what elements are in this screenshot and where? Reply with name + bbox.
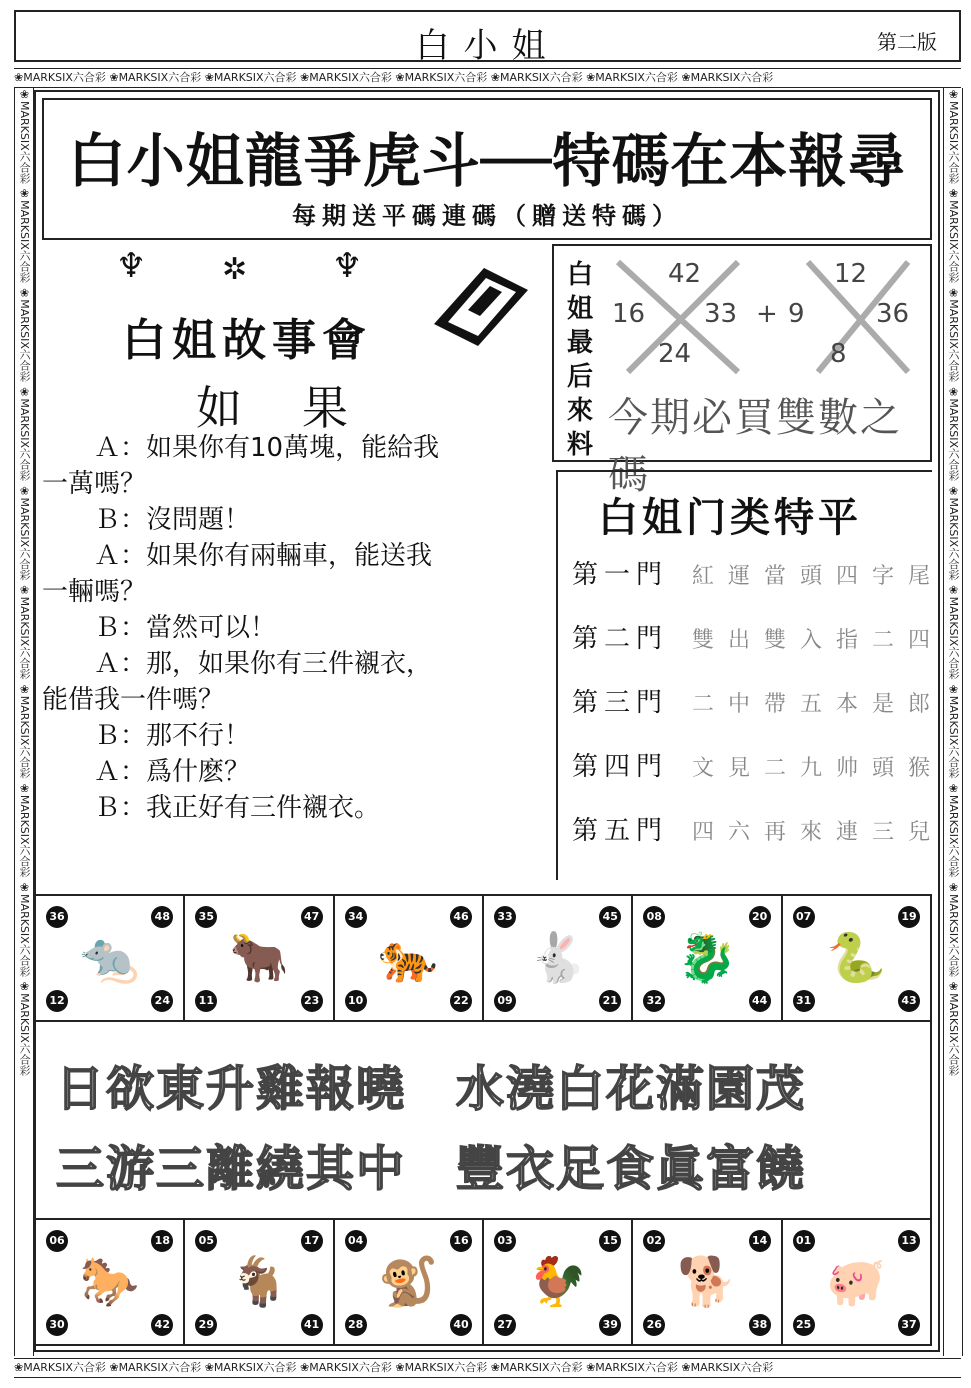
- dragon-icon: 🐉: [677, 930, 737, 986]
- zodiac-number: 22: [450, 990, 472, 1012]
- dialog-line: Ａ：如果你有兩輛車，能送我: [42, 541, 433, 571]
- zodiac-cell: [36, 1220, 185, 1344]
- zodiac-number: 44: [749, 990, 771, 1012]
- tip-vertical-label: [564, 258, 596, 462]
- gate-label: 第一門: [572, 560, 669, 590]
- gates-title: 白姐门类特平: [598, 495, 862, 541]
- zodiac-number: 10: [345, 990, 367, 1012]
- zodiac-number: 23: [301, 990, 323, 1012]
- tip-number: 36: [876, 299, 910, 329]
- tip-vertical-char: 來: [566, 396, 593, 426]
- zodiac-number: 28: [345, 1314, 367, 1336]
- dialog-line: Ｂ：那不行！: [42, 721, 251, 751]
- gate-row: [572, 618, 945, 658]
- tip-number: 12: [834, 259, 868, 289]
- rabbit-icon: 🐇: [527, 930, 588, 986]
- tip-vertical-char: 姐: [566, 294, 593, 324]
- snake-icon: 🐍: [826, 930, 887, 986]
- zodiac-number: 11: [195, 990, 217, 1012]
- tip-number: 8: [830, 339, 847, 369]
- zodiac-number: 18: [151, 1230, 173, 1252]
- dialog-line: Ｂ：我正好有三件襯衣。: [42, 793, 381, 823]
- zodiac-number: 43: [898, 990, 920, 1012]
- tip-number: 16: [612, 299, 646, 329]
- gate-row: [572, 746, 945, 786]
- zodiac-number: 41: [301, 1314, 323, 1336]
- tip-box: [552, 244, 932, 498]
- dialog-line: 一輛嗎？: [42, 577, 147, 607]
- zodiac-number: 29: [195, 1314, 217, 1336]
- dialog-line: Ｂ：沒問題！: [42, 505, 251, 535]
- zodiac-number: 32: [643, 990, 665, 1012]
- zodiac-cell: [335, 1220, 484, 1344]
- zodiac-cell: [185, 896, 334, 1020]
- zodiac-number: 37: [898, 1314, 920, 1336]
- zodiac-row-bottom: [34, 1218, 932, 1346]
- zodiac-number: 39: [599, 1314, 621, 1336]
- gate-text: 文見二九帅頭猴: [692, 756, 945, 781]
- zodiac-cell: [335, 896, 484, 1020]
- headline-subtitle: 每期送平碼連碼（贈送特碼）: [292, 202, 682, 230]
- border-strip-left: ❀MARKSIX六合彩 ❀MARKSIX六合彩 ❀MARKSIX六合彩 ❀MARKSIX六合彩 ❀MARKSIX六合彩 ❀MARKSIX六合彩 ❀MARKSIX六合彩 ❀MARKSIX六合彩 ❀MARKSIX六合彩 ❀MARKSIX六合彩: [14, 88, 34, 1356]
- story-panel: [42, 244, 544, 884]
- poem-line: 三游三離繞其中 豐衣足食眞富饒: [56, 1141, 807, 1197]
- zodiac-cell: [783, 896, 930, 1020]
- zodiac-number: 13: [898, 1230, 920, 1252]
- zodiac-number: 07: [793, 906, 815, 928]
- zodiac-number: 08: [643, 906, 665, 928]
- zodiac-number: 42: [151, 1314, 173, 1336]
- zodiac-cell: [36, 896, 185, 1020]
- tiger-icon: 🐅: [378, 930, 439, 986]
- zodiac-number: 40: [450, 1314, 472, 1336]
- story-subtitle: 如果: [196, 381, 408, 435]
- story-title: 白姐故事會: [122, 315, 372, 366]
- zodiac-number: 06: [46, 1230, 68, 1252]
- zodiac-number: 27: [494, 1314, 516, 1336]
- horse-icon: 🐎: [79, 1254, 140, 1310]
- zodiac-number: 24: [151, 990, 173, 1012]
- poem-line: 日欲東升雞報曉 水澆白花滿園茂: [56, 1061, 807, 1117]
- tip-number: 9: [788, 299, 805, 329]
- story-dialog: [42, 430, 542, 826]
- zodiac-number: 12: [46, 990, 68, 1012]
- masthead: [14, 10, 961, 66]
- gate-label: 第四門: [572, 752, 669, 782]
- monkey-icon: 🐒: [378, 1254, 439, 1310]
- zodiac-number: 47: [301, 906, 323, 928]
- dialog-line: 能借我一件嗎？: [42, 685, 225, 715]
- gate-label: 第五門: [572, 816, 669, 846]
- zodiac-number: 35: [195, 906, 217, 928]
- zodiac-number: 45: [599, 906, 621, 928]
- zodiac-number: 21: [599, 990, 621, 1012]
- gate-row: [572, 554, 945, 594]
- zodiac-number: 03: [494, 1230, 516, 1252]
- border-strip-right: ❀MARKSIX六合彩 ❀MARKSIX六合彩 ❀MARKSIX六合彩 ❀MARKSIX六合彩 ❀MARKSIX六合彩 ❀MARKSIX六合彩 ❀MARKSIX六合彩 ❀MARKSIX六合彩 ❀MARKSIX六合彩 ❀MARKSIX六合彩: [943, 88, 963, 1356]
- tip-number: 42: [668, 259, 702, 289]
- ox-icon: 🐂: [229, 930, 289, 986]
- zodiac-number: 04: [345, 1230, 367, 1252]
- pig-icon: 🐖: [826, 1254, 887, 1310]
- rat-icon: 🐀: [79, 930, 140, 986]
- border-strip-bottom: ❀MARKSIX六合彩 ❀MARKSIX六合彩 ❀MARKSIX六合彩 ❀MARKSIX六合彩 ❀MARKSIX六合彩 ❀MARKSIX六合彩 ❀MARKSIX六合彩 ❀MARKSIX六合彩: [14, 1358, 961, 1378]
- tip-vertical-char: 料: [566, 430, 593, 460]
- zodiac-number: 26: [643, 1314, 665, 1336]
- book-icon: [428, 264, 532, 348]
- zodiac-cell: [484, 1220, 633, 1344]
- headline-box: [42, 98, 932, 240]
- zodiac-row-top: [34, 894, 932, 1022]
- gates-box: [556, 470, 945, 880]
- zodiac-number: 25: [793, 1314, 815, 1336]
- goat-icon: 🐐: [229, 1254, 289, 1310]
- border-strip-top: ❀MARKSIX六合彩 ❀MARKSIX六合彩 ❀MARKSIX六合彩 ❀MARKSIX六合彩 ❀MARKSIX六合彩 ❀MARKSIX六合彩 ❀MARKSIX六合彩 ❀MARKSIX六合彩: [14, 68, 961, 88]
- zodiac-number: 34: [345, 906, 367, 928]
- zodiac-number: 09: [494, 990, 516, 1012]
- gate-text: 二中帶五本是郎: [692, 692, 945, 717]
- tip-vertical-char: 后: [566, 362, 593, 392]
- zodiac-cell: [633, 896, 782, 1020]
- zodiac-number: 15: [599, 1230, 621, 1252]
- zodiac-number: 01: [793, 1230, 815, 1252]
- dialog-line: Ａ：如果你有10萬塊，能給我: [42, 433, 440, 463]
- zodiac-number: 31: [793, 990, 815, 1012]
- zodiac-cell: [633, 1220, 782, 1344]
- zodiac-number: 14: [749, 1230, 771, 1252]
- tip-number: 33: [704, 299, 738, 329]
- zodiac-number: 05: [195, 1230, 217, 1252]
- tip-number: 24: [658, 339, 692, 369]
- zodiac-number: 36: [46, 906, 68, 928]
- zodiac-number: 17: [301, 1230, 323, 1252]
- flower-icon: ✲: [222, 252, 248, 287]
- zodiac-cell: [484, 896, 633, 1020]
- tip-main-text: 今期必買雙數之碼: [608, 395, 902, 498]
- zodiac-number: 16: [450, 1230, 472, 1252]
- tip-number: +: [756, 299, 778, 329]
- gate-label: 第三門: [572, 688, 669, 718]
- zodiac-number: 30: [46, 1314, 68, 1336]
- tulip-icon: ♆: [332, 246, 363, 286]
- zodiac-cell: [783, 1220, 930, 1344]
- masthead-title: 白小姐: [415, 26, 560, 66]
- headline-title: 白小姐龍爭虎斗──特碼在本報尋: [67, 127, 907, 195]
- zodiac-number: 02: [643, 1230, 665, 1252]
- gate-row: [572, 810, 945, 850]
- zodiac-number: 38: [749, 1314, 771, 1336]
- tip-vertical-char: 白: [566, 260, 593, 290]
- tip-number-sketch: [608, 252, 928, 382]
- gate-label: 第二門: [572, 624, 669, 654]
- dialog-line: Ｂ：當然可以！: [42, 613, 277, 643]
- gate-row: [572, 682, 945, 722]
- poem-box: [34, 1022, 932, 1218]
- rooster-icon: 🐓: [527, 1254, 588, 1310]
- zodiac-number: 48: [151, 906, 173, 928]
- tulip-icon: ♆: [116, 246, 147, 286]
- zodiac-number: 20: [749, 906, 771, 928]
- dialog-line: Ａ：爲什麽？: [42, 757, 251, 787]
- gate-text: 雙出雙入指二四: [692, 628, 945, 653]
- edition-label: 第二版: [877, 30, 937, 54]
- dog-icon: 🐕: [677, 1254, 737, 1310]
- zodiac-cell: [185, 1220, 334, 1344]
- gate-text: 紅運當頭四字尾: [692, 564, 945, 589]
- zodiac-number: 19: [898, 906, 920, 928]
- tip-vertical-char: 最: [566, 328, 593, 358]
- dialog-line: 一萬嗎？: [42, 469, 147, 499]
- gate-text: 四六再來連三兒: [692, 820, 945, 845]
- zodiac-number: 33: [494, 906, 516, 928]
- dialog-line: Ａ：那，如果你有三件襯衣，: [42, 649, 433, 679]
- zodiac-number: 46: [450, 906, 472, 928]
